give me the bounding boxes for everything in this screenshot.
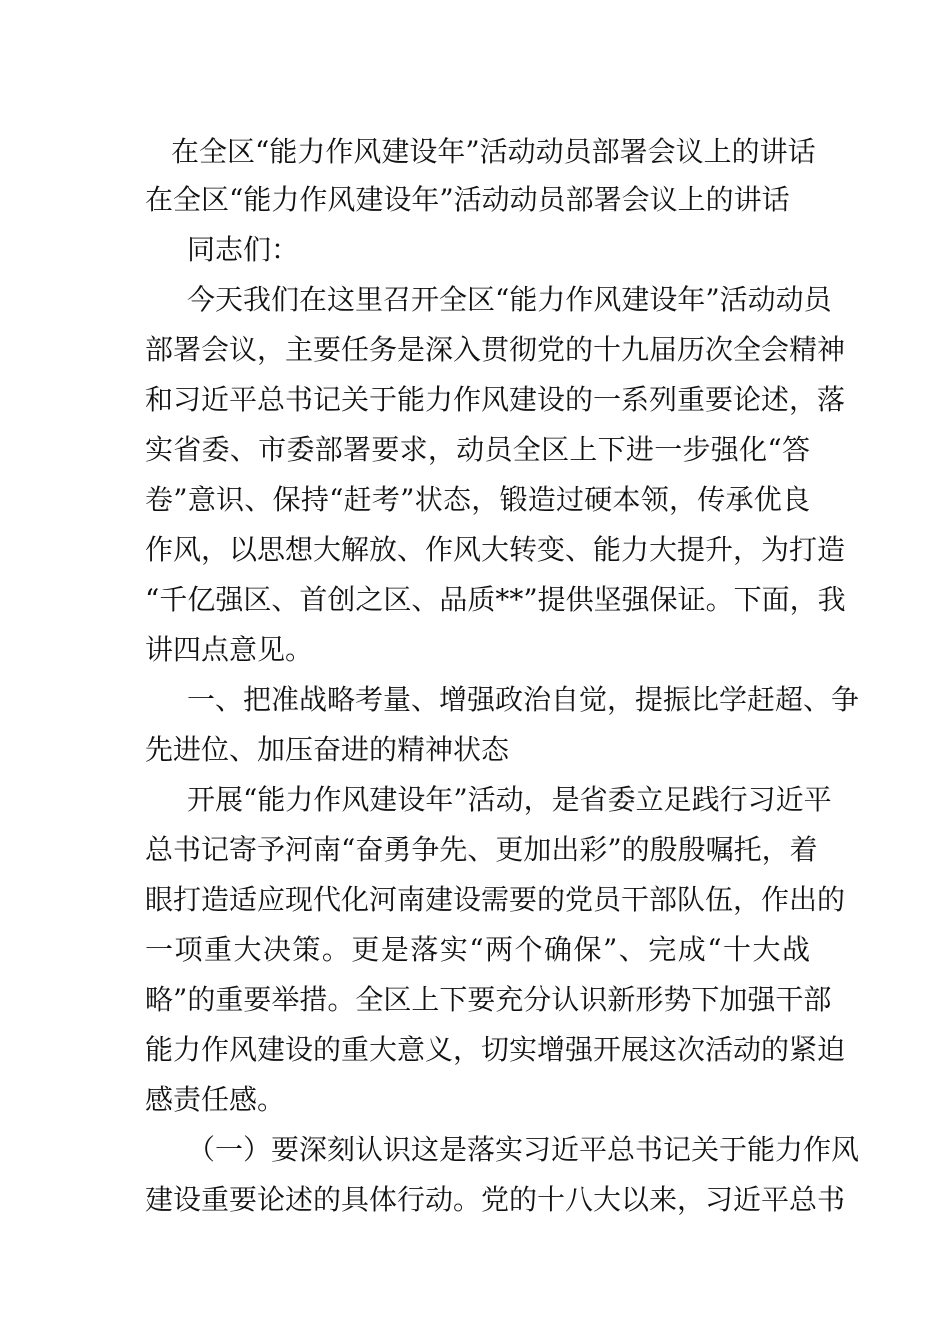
- body-line: 开展“能力作风建设年”活动，是省委立足践行习近平: [187, 783, 832, 816]
- body-line: 部署会议，主要任务是深入贯彻党的十九届历次全会精神: [145, 333, 846, 366]
- body-line: 一项重大决策。更是落实“两个确保”、完成“十大战: [145, 933, 810, 966]
- body-line: 今天我们在这里召开全区“能力作风建设年”活动动员: [187, 283, 832, 316]
- document-title-repeat: 在全区“能力作风建设年”活动动员部署会议上的讲话: [145, 183, 790, 216]
- body-line: 和习近平总书记关于能力作风建设的一系列重要论述，落: [145, 383, 846, 416]
- body-line: 感责任感。: [145, 1083, 286, 1116]
- body-line: 眼打造适应现代化河南建设需要的党员干部队伍，作出的: [145, 883, 846, 916]
- subsection-line: 建设重要论述的具体行动。党的十八大以来，习近平总书: [145, 1183, 846, 1216]
- section-heading: 一、把准战略考量、增强政治自觉，提振比学赶超、争: [187, 683, 860, 716]
- section-heading: 先进位、加压奋进的精神状态: [145, 733, 510, 766]
- salutation: 同志们：: [187, 233, 300, 266]
- body-line: 略”的重要举措。全区上下要充分认识新形势下加强干部: [145, 983, 832, 1016]
- body-line: 讲四点意见。: [145, 633, 314, 666]
- body-line: 卷”意识、保持“赶考”状态，锻造过硬本领，传承优良: [145, 483, 810, 516]
- body-line: “千亿强区、首创之区、品质**”提供坚强保证。下面，我: [145, 583, 846, 616]
- body-line: 能力作风建设的重大意义，切实增强开展这次活动的紧迫: [145, 1033, 846, 1066]
- body-line: 作风，以思想大解放、作风大转变、能力大提升，为打造: [145, 533, 846, 566]
- document-title: 在全区“能力作风建设年”活动动员部署会议上的讲话: [171, 135, 816, 168]
- body-line: 实省委、市委部署要求，动员全区上下进一步强化“答: [145, 433, 810, 466]
- body-line: 总书记寄予河南“奋勇争先、更加出彩”的殷殷嘱托，着: [145, 833, 818, 866]
- subsection-line: （一）要深刻认识这是落实习近平总书记关于能力作风: [187, 1133, 860, 1166]
